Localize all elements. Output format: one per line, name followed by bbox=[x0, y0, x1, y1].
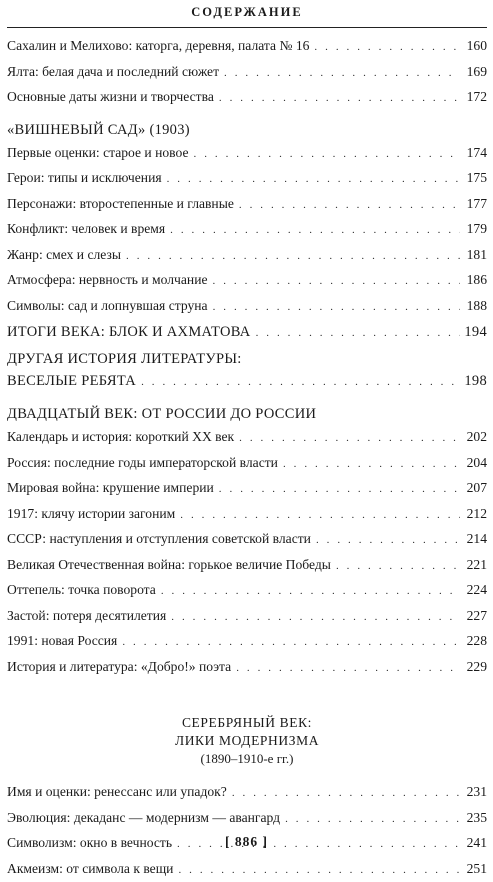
toc-entry-title: Жанр: смех и слезы bbox=[7, 243, 121, 267]
dot-leader bbox=[314, 36, 460, 60]
dot-leader bbox=[180, 504, 460, 528]
spacer bbox=[7, 111, 487, 119]
toc-entry-page: 169 bbox=[463, 60, 487, 84]
toc-entry[interactable] bbox=[7, 425, 487, 451]
toc-entry-page: 235 bbox=[463, 806, 487, 830]
toc-group-chekhov bbox=[7, 34, 487, 111]
toc-entry-page: 202 bbox=[463, 425, 487, 449]
spacer bbox=[7, 393, 487, 403]
toc-entry-title: Акмеизм: от символа к вещи bbox=[7, 857, 173, 881]
toc-entry-page: 160 bbox=[463, 34, 487, 58]
toc-entry[interactable] bbox=[7, 243, 487, 269]
toc-entry-title: Первые оценки: старое и новое bbox=[7, 141, 189, 165]
toc-entry-page: 214 bbox=[463, 527, 487, 551]
toc-entry[interactable] bbox=[7, 85, 487, 111]
toc-entry-page: 228 bbox=[463, 629, 487, 653]
dot-leader bbox=[232, 782, 460, 806]
dot-leader bbox=[167, 168, 460, 192]
toc-entry[interactable] bbox=[7, 192, 487, 218]
toc-entry[interactable] bbox=[7, 476, 487, 502]
dot-leader bbox=[219, 87, 460, 111]
toc-entry-title: Эволюция: декаданс — модернизм — авангард bbox=[7, 806, 280, 830]
toc-group-cherry-orchard bbox=[7, 141, 487, 320]
dot-leader bbox=[239, 194, 460, 218]
dot-leader bbox=[336, 555, 460, 579]
dot-leader bbox=[256, 322, 460, 344]
toc-entry[interactable] bbox=[7, 60, 487, 86]
section-heading-line bbox=[7, 370, 487, 393]
toc-entry-page: 207 bbox=[463, 476, 487, 500]
section-heading-cherry-orchard[interactable]: «ВИШНЕВЫЙ САД» (1903) bbox=[7, 119, 487, 141]
toc-entry-title: История и литература: «Добро!» поэта bbox=[7, 655, 231, 679]
toc-entry[interactable] bbox=[7, 655, 487, 681]
section-heading-20th-century[interactable]: ДВАДЦАТЫЙ ВЕК: ОТ РОССИИ ДО РОССИИ bbox=[7, 403, 487, 425]
dot-leader bbox=[141, 371, 460, 393]
toc-entry-title: 1917: клячу истории загоним bbox=[7, 502, 175, 526]
section-heading-blok-akhmatova[interactable] bbox=[7, 321, 487, 344]
toc-entry[interactable] bbox=[7, 141, 487, 167]
dot-leader bbox=[170, 219, 460, 243]
section-heading-other-history[interactable] bbox=[7, 348, 487, 393]
dot-leader bbox=[219, 478, 460, 502]
toc-entry-title: Ялта: белая дача и последний сюжет bbox=[7, 60, 219, 84]
dot-leader bbox=[213, 270, 460, 294]
toc-entry-title: Оттепель: точка поворота bbox=[7, 578, 156, 602]
toc-entry-page: 186 bbox=[463, 268, 487, 292]
toc-entry-title: ВЕСЕЛЫЕ РЕБЯТА bbox=[7, 370, 136, 392]
toc-group-silver-age bbox=[7, 780, 487, 882]
toc-entry-page: 172 bbox=[463, 85, 487, 109]
spacer bbox=[7, 680, 487, 714]
toc-entry[interactable] bbox=[7, 294, 487, 320]
dot-leader bbox=[161, 580, 460, 604]
toc-entry-page: 177 bbox=[463, 192, 487, 216]
running-head: СОДЕРЖАНИЕ bbox=[7, 0, 487, 21]
toc-entry[interactable] bbox=[7, 806, 487, 832]
toc-entry-title: Сахалин и Мелихово: каторга, деревня, палата № 16 bbox=[7, 34, 309, 58]
dot-leader bbox=[194, 143, 461, 167]
dot-leader bbox=[285, 808, 460, 832]
dot-leader bbox=[239, 427, 460, 451]
toc-entry-title: Символы: сад и лопнувшая струна bbox=[7, 294, 208, 318]
toc-entry[interactable] bbox=[7, 553, 487, 579]
dot-leader bbox=[171, 606, 460, 630]
toc-entry-page: 194 bbox=[463, 321, 487, 343]
toc-entry[interactable] bbox=[7, 604, 487, 630]
toc-entry-title: Атмосфера: нервность и молчание bbox=[7, 268, 208, 292]
toc-entry-title: 1991: новая Россия bbox=[7, 629, 117, 653]
toc-entry-page: 198 bbox=[463, 370, 487, 392]
toc-entry[interactable] bbox=[7, 451, 487, 477]
toc-entry-page: 227 bbox=[463, 604, 487, 628]
toc-entry[interactable] bbox=[7, 857, 487, 882]
toc-entry-page: 181 bbox=[463, 243, 487, 267]
toc-entry[interactable] bbox=[7, 780, 487, 806]
toc-entry-title: ИТОГИ ВЕКА: БЛОК И АХМАТОВА bbox=[7, 321, 251, 343]
toc-entry-title: Имя и оценки: ренессанс или упадок? bbox=[7, 780, 227, 804]
toc-entry-title: Конфликт: человек и время bbox=[7, 217, 165, 241]
toc-entry[interactable] bbox=[7, 527, 487, 553]
toc-entry-title: Россия: последние годы императорской власти bbox=[7, 451, 278, 475]
toc-entry[interactable] bbox=[7, 502, 487, 528]
toc-entry-page: 188 bbox=[463, 294, 487, 318]
toc-entry[interactable] bbox=[7, 217, 487, 243]
section-heading-line: ДРУГАЯ ИСТОРИЯ ЛИТЕРАТУРЫ: bbox=[7, 348, 487, 370]
toc-entry-title: Застой: потеря десятилетия bbox=[7, 604, 166, 628]
toc-entry-title: Мировая война: крушение империи bbox=[7, 476, 214, 500]
toc-entry-page: 212 bbox=[463, 502, 487, 526]
toc-entry-page: 174 bbox=[463, 141, 487, 165]
toc-entry-title: Символизм: окно в вечность bbox=[7, 831, 172, 855]
spacer bbox=[7, 768, 487, 780]
dot-leader bbox=[316, 529, 460, 553]
toc-entry-title: СССР: наступления и отступления советской власти bbox=[7, 527, 311, 551]
toc-entry-title: Основные даты жизни и творчества bbox=[7, 85, 214, 109]
toc-entry[interactable] bbox=[7, 268, 487, 294]
part-heading-dates: (1890–1910-е гг.) bbox=[7, 750, 487, 768]
toc-entry-page: 204 bbox=[463, 451, 487, 475]
toc-entry-page: 221 bbox=[463, 553, 487, 577]
toc-entry[interactable] bbox=[7, 578, 487, 604]
page-number: [ 886 ] bbox=[0, 834, 493, 850]
toc-entry-page: 179 bbox=[463, 217, 487, 241]
dot-leader bbox=[213, 296, 460, 320]
toc-entry[interactable] bbox=[7, 166, 487, 192]
part-heading-line: СЕРЕБРЯНЫЙ ВЕК: bbox=[7, 714, 487, 732]
toc-group-20th-century bbox=[7, 425, 487, 680]
header-rule bbox=[7, 27, 487, 28]
dot-leader bbox=[178, 859, 460, 882]
toc-entry-page: 224 bbox=[463, 578, 487, 602]
toc-entry-title: Великая Отечественная война: горькое величие Победы bbox=[7, 553, 331, 577]
dot-leader bbox=[126, 245, 460, 269]
toc-entry-page: 175 bbox=[463, 166, 487, 190]
toc-entry-title: Календарь и история: короткий XX век bbox=[7, 425, 234, 449]
table-of-contents bbox=[7, 34, 487, 882]
toc-entry-page: 241 bbox=[463, 831, 487, 855]
toc-entry-title: Персонажи: второстепенные и главные bbox=[7, 192, 234, 216]
dot-leader bbox=[236, 657, 460, 681]
toc-entry-page: 251 bbox=[463, 857, 487, 881]
toc-entry[interactable] bbox=[7, 34, 487, 60]
toc-entry[interactable] bbox=[7, 629, 487, 655]
dot-leader bbox=[122, 631, 460, 655]
toc-entry-page: 229 bbox=[463, 655, 487, 679]
toc-entry-title: Герои: типы и исключения bbox=[7, 166, 162, 190]
part-heading-silver-age[interactable] bbox=[7, 714, 487, 768]
dot-leader bbox=[283, 453, 460, 477]
part-heading-line: ЛИКИ МОДЕРНИЗМА bbox=[7, 732, 487, 750]
dot-leader bbox=[224, 62, 460, 86]
toc-entry-page: 231 bbox=[463, 780, 487, 804]
